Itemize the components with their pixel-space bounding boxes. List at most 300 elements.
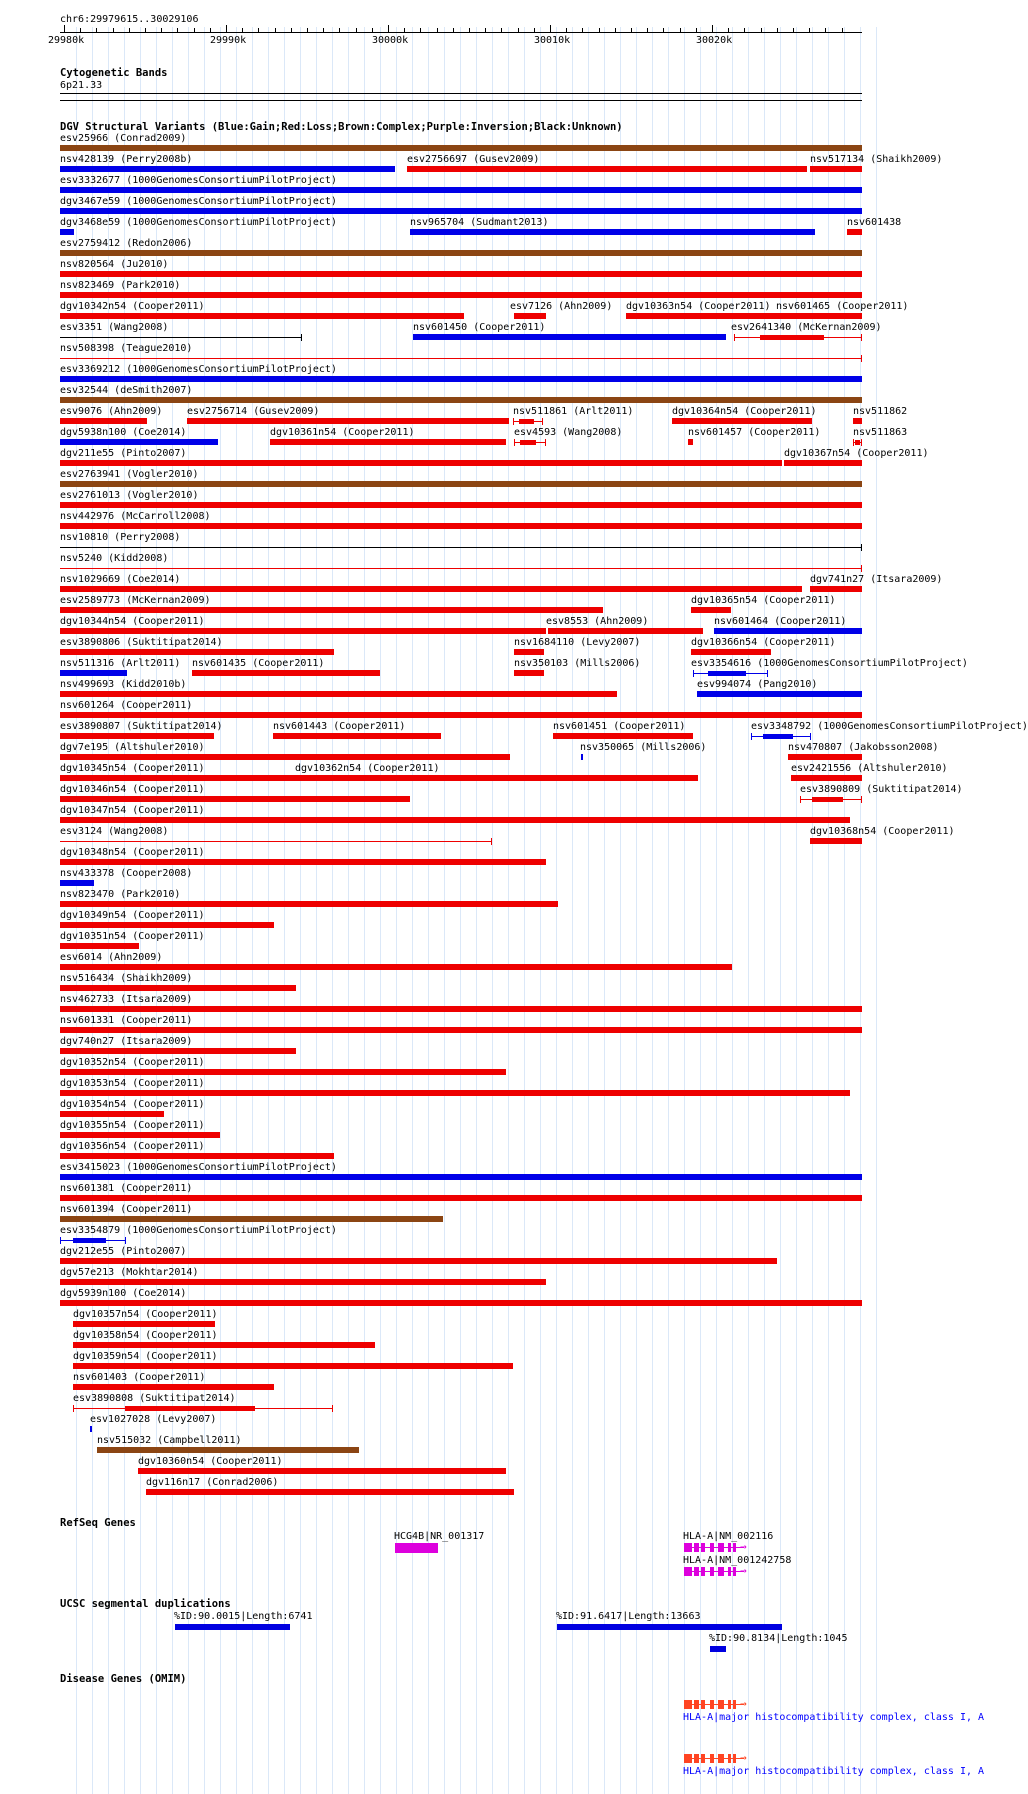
minor-tick xyxy=(842,28,843,33)
variant-bar-end xyxy=(767,670,768,677)
segdup-bar[interactable] xyxy=(175,1624,290,1630)
variant-bar[interactable] xyxy=(514,670,544,676)
variant-bar[interactable] xyxy=(60,1258,777,1264)
refseq-gene-label: HLA-A|NM_002116 xyxy=(683,1531,774,1542)
minor-tick xyxy=(615,28,616,33)
refseq-exon[interactable] xyxy=(728,1567,731,1576)
variant-label: dgv5938n100 (Coe2014) xyxy=(60,427,187,438)
variant-label: esv994074 (Pang2010) xyxy=(697,679,818,690)
variant-label: dgv10344n54 (Cooper2011) xyxy=(60,616,205,627)
tick-label: 29980k xyxy=(48,35,85,46)
variant-label: dgv7e195 (Altshuler2010) xyxy=(60,742,205,753)
refseq-track-title: RefSeq Genes xyxy=(60,1517,136,1529)
minor-tick xyxy=(809,28,810,33)
variant-bar-end xyxy=(545,439,546,446)
variant-bar[interactable] xyxy=(60,943,139,949)
variant-bar[interactable] xyxy=(60,964,732,970)
refseq-exon[interactable] xyxy=(710,1567,714,1576)
variant-bar[interactable] xyxy=(60,586,802,592)
variant-bar[interactable] xyxy=(60,481,862,487)
variant-label: esv3369212 (1000GenomesConsortiumPilotProject) xyxy=(60,364,337,375)
variant-label: dgv10348n54 (Cooper2011) xyxy=(60,847,205,858)
variant-label: dgv116n17 (Conrad2006) xyxy=(146,1477,279,1488)
variant-bar-core xyxy=(763,734,793,739)
variant-label: dgv10367n54 (Cooper2011) xyxy=(784,448,929,459)
variant-bar[interactable] xyxy=(60,397,862,403)
segdup-bar[interactable] xyxy=(710,1646,726,1652)
variant-bar[interactable] xyxy=(60,1048,296,1054)
variant-label: dgv5939n100 (Coe2014) xyxy=(60,1288,187,1299)
minor-tick xyxy=(242,28,243,33)
variant-bar-start xyxy=(734,334,735,341)
variant-label: esv25966 (Conrad2009) xyxy=(60,133,187,144)
variant-label: nsv823470 (Park2010) xyxy=(60,889,181,900)
variant-label: nsv5240 (Kidd2008) xyxy=(60,553,169,564)
minor-tick xyxy=(437,28,438,33)
variant-bar-start xyxy=(60,1237,61,1244)
variant-bar[interactable] xyxy=(60,187,862,193)
variant-label: dgv10347n54 (Cooper2011) xyxy=(60,805,205,816)
variant-bar-core xyxy=(708,671,746,676)
variant-label: nsv601381 (Cooper2011) xyxy=(60,1183,193,1194)
variant-label: dgv10342n54 (Cooper2011) xyxy=(60,301,205,312)
variant-label: dgv10360n54 (Cooper2011) xyxy=(138,1456,283,1467)
variant-bar[interactable] xyxy=(688,439,693,445)
variant-bar[interactable] xyxy=(60,859,546,865)
variant-bar[interactable] xyxy=(60,502,862,508)
variant-label: nsv515032 (Campbell2011) xyxy=(97,1435,242,1446)
variant-bar[interactable] xyxy=(60,568,862,569)
variant-bar[interactable] xyxy=(410,229,815,235)
omim-exon[interactable] xyxy=(701,1754,705,1763)
variant-bar[interactable] xyxy=(548,628,703,634)
variant-bar[interactable] xyxy=(776,313,862,319)
variant-bar-core xyxy=(760,335,824,340)
variant-bar[interactable] xyxy=(270,439,506,445)
variant-bar[interactable] xyxy=(273,733,441,739)
variant-label: esv2641340 (McKernan2009) xyxy=(731,322,882,333)
minor-tick xyxy=(485,28,486,33)
omim-gene-label[interactable]: HLA-A|major histocompatibility complex, class I, A xyxy=(683,1712,985,1723)
refseq-exon[interactable] xyxy=(694,1543,699,1552)
variant-bar[interactable] xyxy=(192,670,380,676)
minor-tick xyxy=(96,28,97,33)
variant-bar[interactable] xyxy=(697,691,862,697)
cytoband-track-title: Cytogenetic Bands xyxy=(60,67,168,79)
variant-bar[interactable] xyxy=(672,418,812,424)
variant-label: dgv10349n54 (Cooper2011) xyxy=(60,910,205,921)
variant-bar-start xyxy=(73,1405,74,1412)
variant-bar[interactable] xyxy=(60,337,302,338)
variant-label: dgv10368n54 (Cooper2011) xyxy=(810,826,955,837)
variant-bar[interactable] xyxy=(60,1027,862,1033)
variant-label: nsv433378 (Cooper2008) xyxy=(60,868,193,879)
variant-bar[interactable] xyxy=(60,817,850,823)
major-tick xyxy=(226,25,227,33)
segdup-label: %ID:91.6417|Length:13663 xyxy=(556,1611,701,1622)
variant-bar[interactable] xyxy=(553,733,693,739)
variant-label: dgv741n27 (Itsara2009) xyxy=(810,574,943,585)
variant-label: dgv212e55 (Pinto2007) xyxy=(60,1246,187,1257)
variant-label: nsv601435 (Cooper2011) xyxy=(192,658,325,669)
variant-bar[interactable] xyxy=(73,1384,274,1390)
variant-bar-start xyxy=(513,418,514,425)
variant-bar[interactable] xyxy=(60,1279,546,1285)
variant-label: esv3351 (Wang2008) xyxy=(60,322,169,333)
variant-label: esv1027028 (Levy2007) xyxy=(90,1414,217,1425)
variant-label: nsv601443 (Cooper2011) xyxy=(273,721,406,732)
variant-bar-start xyxy=(800,796,801,803)
variant-label: dgv10365n54 (Cooper2011) xyxy=(691,595,836,606)
variant-bar-start xyxy=(853,439,854,446)
variant-bar[interactable] xyxy=(60,880,94,886)
omim-exon[interactable] xyxy=(718,1754,724,1763)
variant-label: nsv601465 (Cooper2011) xyxy=(776,301,909,312)
variant-bar[interactable] xyxy=(73,1321,215,1327)
variant-bar[interactable] xyxy=(60,418,147,424)
segdup-label: %ID:90.8134|Length:1045 xyxy=(709,1633,848,1644)
major-tick xyxy=(550,25,551,33)
refseq-exon[interactable] xyxy=(718,1567,724,1576)
minor-tick xyxy=(696,28,697,33)
variant-label: esv7126 (Ahn2009) xyxy=(510,301,613,312)
refseq-exon[interactable] xyxy=(701,1567,705,1576)
variant-label: nsv601451 (Cooper2011) xyxy=(553,721,686,732)
minor-tick xyxy=(663,28,664,33)
variant-bar-end xyxy=(861,334,862,341)
variant-bar[interactable] xyxy=(90,1426,92,1432)
variant-bar[interactable] xyxy=(407,166,807,172)
variant-label: nsv601450 (Cooper2011) xyxy=(413,322,546,333)
variant-label: dgv10359n54 (Cooper2011) xyxy=(73,1351,218,1362)
variant-bar[interactable] xyxy=(60,1111,164,1117)
variant-label: nsv823469 (Park2010) xyxy=(60,280,181,291)
variant-label: esv32544 (deSmith2007) xyxy=(60,385,193,396)
ruler-axis xyxy=(60,32,862,33)
variant-label: esv3890808 (Suktitipat2014) xyxy=(73,1393,236,1404)
variant-bar[interactable] xyxy=(60,628,546,634)
variant-label: dgv10346n54 (Cooper2011) xyxy=(60,784,205,795)
variant-label: nsv350065 (Mills2006) xyxy=(580,742,707,753)
variant-bar[interactable] xyxy=(60,292,862,298)
refseq-exon[interactable] xyxy=(728,1543,731,1552)
minor-tick xyxy=(680,28,681,33)
minor-tick xyxy=(761,28,762,33)
variant-label: nsv1684110 (Levy2007) xyxy=(514,637,641,648)
variant-bar-end xyxy=(861,544,862,551)
variant-bar[interactable] xyxy=(60,670,127,676)
minor-tick xyxy=(453,28,454,33)
variant-bar[interactable] xyxy=(60,691,617,697)
variant-label: nsv601438 xyxy=(847,217,902,228)
variant-bar[interactable] xyxy=(60,460,782,466)
omim-exon[interactable] xyxy=(710,1700,714,1709)
variant-bar-end xyxy=(491,838,492,845)
variant-bar-core xyxy=(519,419,534,424)
cytoband-label: 6p21.33 xyxy=(60,80,103,91)
variant-bar[interactable] xyxy=(60,523,862,529)
variant-bar[interactable] xyxy=(60,208,862,214)
cytoband-line xyxy=(60,93,862,94)
segdup-label: %ID:90.0015|Length:6741 xyxy=(174,1611,313,1622)
omim-exon[interactable] xyxy=(733,1700,736,1709)
omim-track-title: Disease Genes (OMIM) xyxy=(60,1673,187,1685)
variant-bar[interactable] xyxy=(60,754,510,760)
variant-label: esv8553 (Ahn2009) xyxy=(546,616,649,627)
variant-label: esv6014 (Ahn2009) xyxy=(60,952,163,963)
variant-label: esv3890807 (Suktitipat2014) xyxy=(60,721,223,732)
variant-bar-core xyxy=(812,797,843,802)
variant-bar[interactable] xyxy=(784,460,862,466)
locus-label: chr6:29979615..30029106 xyxy=(60,14,199,25)
minor-tick xyxy=(161,28,162,33)
strand-arrow-icon: → xyxy=(740,1564,747,1577)
variant-label: nsv601331 (Cooper2011) xyxy=(60,1015,193,1026)
variant-label: dgv740n27 (Itsara2009) xyxy=(60,1036,193,1047)
variant-bar[interactable] xyxy=(60,796,410,802)
variant-bar[interactable] xyxy=(60,313,464,319)
refseq-exon[interactable] xyxy=(733,1543,736,1552)
variant-bar[interactable] xyxy=(60,166,395,172)
variant-bar-core xyxy=(855,440,860,445)
minor-tick xyxy=(404,28,405,33)
variant-bar[interactable] xyxy=(60,841,492,842)
variant-label: dgv10362n54 (Cooper2011) xyxy=(295,763,440,774)
major-tick xyxy=(64,25,65,33)
omim-exon[interactable] xyxy=(728,1754,731,1763)
omim-gene-label[interactable]: HLA-A|major histocompatibility complex, class I, A xyxy=(683,1766,985,1777)
variant-bar[interactable] xyxy=(514,313,546,319)
variant-label: nsv511316 (Arlt2011) xyxy=(60,658,181,669)
minor-tick xyxy=(420,28,421,33)
variant-bar[interactable] xyxy=(60,1006,862,1012)
refseq-gene-hcg4b[interactable] xyxy=(395,1543,438,1553)
variant-label: esv2421556 (Altshuler2010) xyxy=(791,763,948,774)
refseq-exon[interactable] xyxy=(701,1543,705,1552)
variant-bar[interactable] xyxy=(60,1153,334,1159)
variant-bar[interactable] xyxy=(791,775,862,781)
variant-bar-end xyxy=(332,1405,333,1412)
variant-bar[interactable] xyxy=(60,922,274,928)
minor-tick xyxy=(469,28,470,33)
minor-tick xyxy=(275,28,276,33)
variant-label: esv4593 (Wang2008) xyxy=(514,427,623,438)
variant-label: nsv601457 (Cooper2011) xyxy=(688,427,821,438)
minor-tick xyxy=(501,28,502,33)
variant-bar[interactable] xyxy=(810,586,862,592)
variant-bar[interactable] xyxy=(60,1069,506,1075)
variant-label: esv9076 (Ahn2009) xyxy=(60,406,163,417)
omim-exon[interactable] xyxy=(728,1700,731,1709)
variant-label: dgv10345n54 (Cooper2011) xyxy=(60,763,205,774)
variant-label: dgv10363n54 (Cooper2011) xyxy=(626,301,771,312)
variant-bar[interactable] xyxy=(714,628,862,634)
variant-label: dgv10366n54 (Cooper2011) xyxy=(691,637,836,648)
variant-bar[interactable] xyxy=(60,985,296,991)
refseq-exon[interactable] xyxy=(694,1567,699,1576)
minor-tick xyxy=(339,28,340,33)
variant-bar[interactable] xyxy=(60,901,558,907)
minor-tick xyxy=(793,28,794,33)
variant-label: nsv462733 (Itsara2009) xyxy=(60,994,193,1005)
grid-line xyxy=(876,27,877,1794)
variant-bar[interactable] xyxy=(60,439,218,445)
variant-bar[interactable] xyxy=(810,838,862,844)
variant-label: nsv511862 xyxy=(853,406,908,417)
variant-label: nsv350103 (Mills2006) xyxy=(514,658,641,669)
variant-label: nsv516434 (Shaikh2009) xyxy=(60,973,193,984)
variant-bar[interactable] xyxy=(691,649,771,655)
variant-bar[interactable] xyxy=(60,376,862,382)
variant-bar-core xyxy=(520,440,536,445)
variant-bar[interactable] xyxy=(60,250,862,256)
minor-tick xyxy=(825,28,826,33)
strand-arrow-icon: → xyxy=(740,1540,747,1553)
variant-label: nsv511863 xyxy=(853,427,908,438)
omim-exon[interactable] xyxy=(718,1700,724,1709)
minor-tick xyxy=(777,28,778,33)
variant-bar[interactable] xyxy=(138,1468,506,1474)
variant-bar[interactable] xyxy=(60,145,862,151)
strand-arrow-icon: → xyxy=(740,1697,747,1710)
variant-label: esv2756714 (Gusev2009) xyxy=(187,406,320,417)
variant-bar[interactable] xyxy=(60,1090,850,1096)
minor-tick xyxy=(323,28,324,33)
minor-tick xyxy=(356,28,357,33)
variant-bar-core xyxy=(125,1406,255,1411)
variant-label: dgv3467e59 (1000GenomesConsortiumPilotProject) xyxy=(60,196,337,207)
omim-exon[interactable] xyxy=(710,1754,714,1763)
minor-tick xyxy=(647,28,648,33)
variant-label: dgv10353n54 (Cooper2011) xyxy=(60,1078,205,1089)
refseq-gene-label: HCG4B|NR_001317 xyxy=(394,1531,485,1542)
variant-bar[interactable] xyxy=(60,229,74,235)
variant-label: esv2759412 (Redon2006) xyxy=(60,238,193,249)
variant-label: dgv211e55 (Pinto2007) xyxy=(60,448,187,459)
omim-exon[interactable] xyxy=(684,1700,692,1709)
minor-tick xyxy=(599,28,600,33)
refseq-exon[interactable] xyxy=(733,1567,736,1576)
variant-label: dgv10352n54 (Cooper2011) xyxy=(60,1057,205,1068)
variant-bar[interactable] xyxy=(60,358,862,359)
variant-bar[interactable] xyxy=(97,1447,359,1453)
variant-bar[interactable] xyxy=(581,754,583,760)
variant-bar[interactable] xyxy=(60,1195,862,1201)
variant-label: esv3415023 (1000GenomesConsortiumPilotProject) xyxy=(60,1162,337,1173)
variant-label: nsv965704 (Sudmant2013) xyxy=(410,217,549,228)
variant-label: nsv820564 (Ju2010) xyxy=(60,259,169,270)
variant-bar[interactable] xyxy=(60,547,862,548)
variant-bar[interactable] xyxy=(146,1489,514,1495)
omim-exon[interactable] xyxy=(694,1754,699,1763)
variant-label: nsv442976 (McCarroll2008) xyxy=(60,511,211,522)
segdup-track-title: UCSC segmental duplications xyxy=(60,1598,231,1610)
segdup-bar[interactable] xyxy=(557,1624,782,1630)
variant-label: nsv601394 (Cooper2011) xyxy=(60,1204,193,1215)
variant-bar[interactable] xyxy=(187,418,509,424)
variant-bar[interactable] xyxy=(60,607,603,613)
omim-exon[interactable] xyxy=(684,1754,692,1763)
major-tick xyxy=(712,25,713,33)
refseq-exon[interactable] xyxy=(710,1543,714,1552)
variant-bar[interactable] xyxy=(60,1300,862,1306)
variant-bar[interactable] xyxy=(73,1342,375,1348)
variant-label: esv3332677 (1000GenomesConsortiumPilotProject) xyxy=(60,175,337,186)
minor-tick xyxy=(210,28,211,33)
strand-arrow-icon: → xyxy=(740,1751,747,1764)
variant-label: esv2589773 (McKernan2009) xyxy=(60,595,211,606)
variant-bar-end xyxy=(301,334,302,341)
variant-label: nsv601403 (Cooper2011) xyxy=(73,1372,206,1383)
variant-bar[interactable] xyxy=(847,229,862,235)
variant-bar[interactable] xyxy=(853,418,862,424)
variant-bar[interactable] xyxy=(810,166,862,172)
minor-tick xyxy=(194,28,195,33)
variant-bar[interactable] xyxy=(60,712,862,718)
variant-bar[interactable] xyxy=(73,1363,513,1369)
variant-bar-start xyxy=(751,733,752,740)
minor-tick xyxy=(307,28,308,33)
minor-tick xyxy=(177,28,178,33)
variant-bar[interactable] xyxy=(788,754,862,760)
variant-label: nsv10810 (Perry2008) xyxy=(60,532,181,543)
variant-bar[interactable] xyxy=(413,334,726,340)
minor-tick xyxy=(744,28,745,33)
variant-bar-end xyxy=(125,1237,126,1244)
variant-label: nsv470807 (Jakobsson2008) xyxy=(788,742,939,753)
variant-bar[interactable] xyxy=(60,1174,862,1180)
variant-label: nsv1029669 (Coe2014) xyxy=(60,574,181,585)
variant-bar-end xyxy=(810,733,811,740)
variant-bar[interactable] xyxy=(60,733,214,739)
variant-label: esv2761013 (Vogler2010) xyxy=(60,490,199,501)
variant-bar-start xyxy=(693,670,694,677)
variant-bar-start xyxy=(514,439,515,446)
variant-bar[interactable] xyxy=(60,1216,443,1222)
variant-bar[interactable] xyxy=(514,649,544,655)
variant-bar[interactable] xyxy=(60,1132,220,1138)
minor-tick xyxy=(291,28,292,33)
refseq-exon[interactable] xyxy=(684,1567,692,1576)
variant-label: esv3354616 (1000GenomesConsortiumPilotProject) xyxy=(691,658,968,669)
omim-exon[interactable] xyxy=(733,1754,736,1763)
minor-tick xyxy=(129,28,130,33)
variant-label: esv2756697 (Gusev2009) xyxy=(407,154,540,165)
variant-label: nsv601264 (Cooper2011) xyxy=(60,700,193,711)
variant-bar[interactable] xyxy=(60,649,334,655)
tick-label: 30020k xyxy=(696,35,733,46)
variant-label: dgv10361n54 (Cooper2011) xyxy=(270,427,415,438)
variant-bar-end xyxy=(861,796,862,803)
minor-tick xyxy=(518,28,519,33)
variant-label: dgv10357n54 (Cooper2011) xyxy=(73,1309,218,1320)
variant-label: nsv601464 (Cooper2011) xyxy=(714,616,847,627)
variant-label: nsv508398 (Teague2010) xyxy=(60,343,193,354)
variant-label: nsv511861 (Arlt2011) xyxy=(513,406,634,417)
refseq-exon[interactable] xyxy=(718,1543,724,1552)
variant-bar[interactable] xyxy=(295,775,698,781)
tick-label: 29990k xyxy=(210,35,247,46)
refseq-exon[interactable] xyxy=(684,1543,692,1552)
omim-exon[interactable] xyxy=(701,1700,705,1709)
variant-bar[interactable] xyxy=(60,271,862,277)
variant-bar[interactable] xyxy=(691,607,731,613)
minor-tick xyxy=(80,28,81,33)
variant-bar-core xyxy=(73,1238,106,1243)
minor-tick xyxy=(145,28,146,33)
omim-exon[interactable] xyxy=(694,1700,699,1709)
variant-label: dgv10355n54 (Cooper2011) xyxy=(60,1120,205,1131)
